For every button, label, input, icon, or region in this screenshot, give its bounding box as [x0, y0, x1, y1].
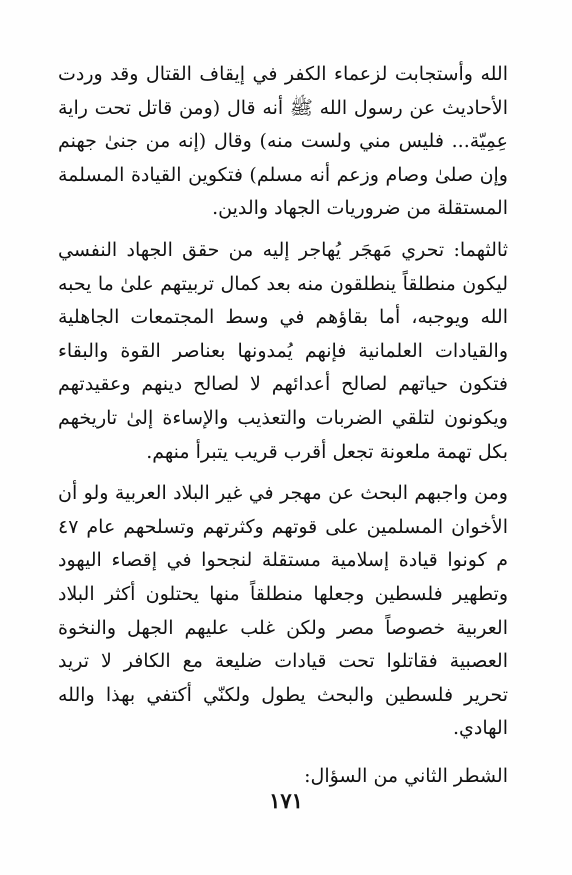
paragraph-2: ثالثهما: تحري مَهجَر يُهاجر إليه من حقق الجهاد النفسي ليكون منطلقاً ينطلقون منه بعد كمال تربيتهم علىٰ ما يحبه الله ويوجبه، أما بقاؤهم في وسط المجتمعات الجاهلية والقيادات العلمانية فإنهم يُمدونها بعناصر القوة والبقاء فتكون حياتهم لصالح أعدائهم لا لصالح دينهم وعقيدتهم ويكونون لتلقي الضربات والتعذيب والإساءة إلىٰ تاريخهم بكل تهمة ملعونة تجعل أقرب قريب يتبرأ منهم.	[58, 238, 508, 463]
section-heading: الشطر الثاني من السؤال:	[304, 764, 508, 787]
page-body	[58, 58, 508, 793]
paragraph-3: ومن واجبهم البحث عن مهجر في غير البلاد العربية ولو أن الأخوان المسلمين على قوتهم وكثرتهم وتسلحهم عام ٤٧ م كونوا قيادة إسلامية مستقلة لنجحوا في إقصاء اليهود وتطهير فلسطين وجعلها منطلقاً منها يحتلون أكثر البلاد العربية خصوصاً مصر ولكن غلب عليهم الجهل والنخوة العصبية فقاتلوا تحت قيادات ضليعة مع الكافر لا تريد تحرير فلسطين والبحث يطول ولكنّي أكتفي بهذا والله الهادي.	[58, 482, 508, 740]
page-number: ١٧١	[269, 788, 303, 813]
paragraph-1: الله وأستجابت لزعماء الكفر في إيقاف القتال وقد وردت الأحاديث عن رسول الله ﷺ أنه قال (ومن قاتل تحت راية عِمِيّة... فليس مني ولست منه) وقال (إنه من جنىٰ جهنم وإن صلىٰ وصام وزعم أنه مسلم) فتكوين القيادة المسلمة المستقلة من ضروريات الجهاد والدين.	[58, 63, 508, 220]
